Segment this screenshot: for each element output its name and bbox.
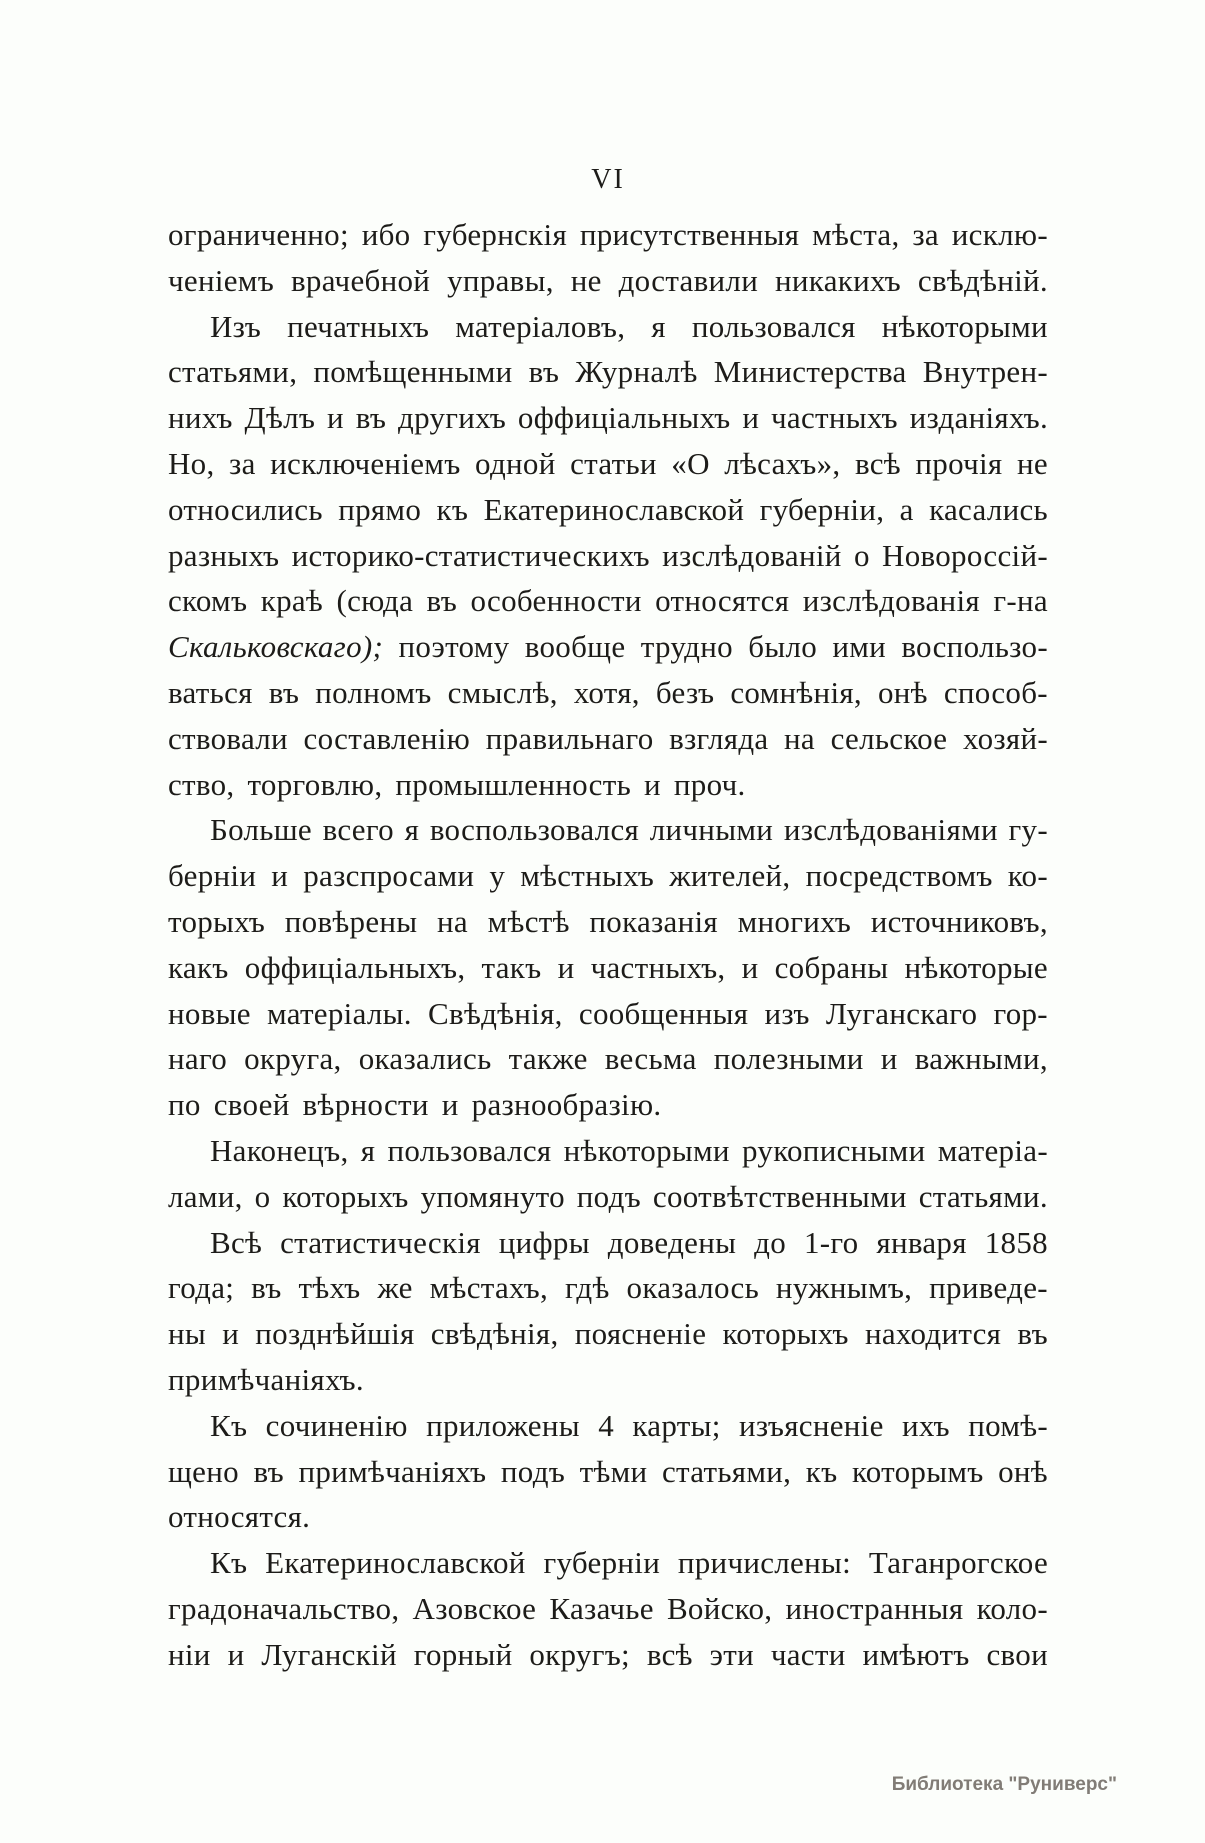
text-line: относились прямо къ Екатеринославской губерніи, а касались [168,491,1048,527]
text-line: скомъ краѣ (сюда въ особенности относятся изслѣдованія г-на [168,583,1048,619]
text-line: ствовали составленію правильнаго взгляда на сельское хозяй- [168,720,1048,756]
text-line: торыхъ повѣрены на мѣстѣ показанія многихъ источниковъ, [168,903,1048,939]
text-line: новые матеріалы. Свѣдѣнія, сообщенныя изъ Луганскаго гор- [168,995,1048,1031]
text-line: какъ оффиціальныхъ, такъ и частныхъ, и собраны нѣкоторые [168,949,1048,985]
text-line: относятся. [168,1499,311,1535]
text-line: нихъ Дѣлъ и въ другихъ оффиціальныхъ и частныхъ изданіяхъ. [168,400,1048,436]
text-line: наго округа, оказались также весьма полезными и важными, [168,1041,1048,1077]
text-line: ваться въ полномъ смыслѣ, хотя, безъ сомнѣнія, онѣ способ- [168,674,1048,710]
text-line: ченіемъ врачебной управы, не доставили никакихъ свѣдѣній. [168,262,1048,298]
text-line: статьями, помѣщенными въ Журналѣ Министерства Внутрен- [168,354,1048,390]
text-line: Изъ печатныхъ матеріаловъ, я пользовался нѣкоторыми [210,308,1048,344]
library-watermark: Библиотека "Руниверс" [891,1774,1117,1795]
text-line: Къ сочиненію приложены 4 карты; изъясненіе ихъ помѣ- [210,1407,1048,1443]
text-line: Къ Екатеринославской губерніи причислены: Таганрогское [210,1545,1048,1581]
text-line: Скальковскаго); поэтому вообще трудно было ими воспользо- [168,629,1048,665]
text-line: года; въ тѣхъ же мѣстахъ, гдѣ оказалось нужнымъ, приведе- [168,1270,1048,1306]
page-number: VI [591,164,625,195]
body-text [168,212,1048,1678]
text-line: ны и позднѣйшія свѣдѣнія, поясненіе которыхъ находится въ [168,1316,1048,1352]
text-line: ограниченно; ибо губернскія присутственныя мѣста, за исклю- [168,217,1048,252]
text-line: ніи и Луганскій горный округъ; всѣ эти части имѣютъ свои [168,1636,1048,1672]
text-line: градоначальство, Азовское Казачье Войско, иностранныя коло- [168,1590,1048,1626]
text-line: лами, о которыхъ упомянуто подъ соотвѣтственными статьями. [168,1178,1048,1214]
text-line: щено въ примѣчаніяхъ подъ тѣми статьями, къ которымъ онѣ [168,1453,1048,1489]
text-line: примѣчаніяхъ. [168,1361,364,1397]
text-line: берніи и разспросами у мѣстныхъ жителей, посредствомъ ко- [168,858,1048,894]
text-line: Но, за исключеніемъ одной статьи «О лѣсахъ», всѣ прочія не [168,445,1048,481]
text-line: ство, торговлю, промышленность и проч. [168,766,746,802]
text-line: Всѣ статистическія цифры доведены до 1-го января 1858 [210,1224,1048,1260]
text-line: по своей вѣрности и разнообразію. [168,1087,662,1123]
text-line: Больше всего я воспользовался личными изслѣдованіями гу- [210,812,1048,848]
text-line: разныхъ историко-статистическихъ изслѣдованій о Новороссій- [168,537,1048,573]
text-line: Наконецъ, я пользовался нѣкоторыми рукописными матеріа- [210,1132,1048,1168]
